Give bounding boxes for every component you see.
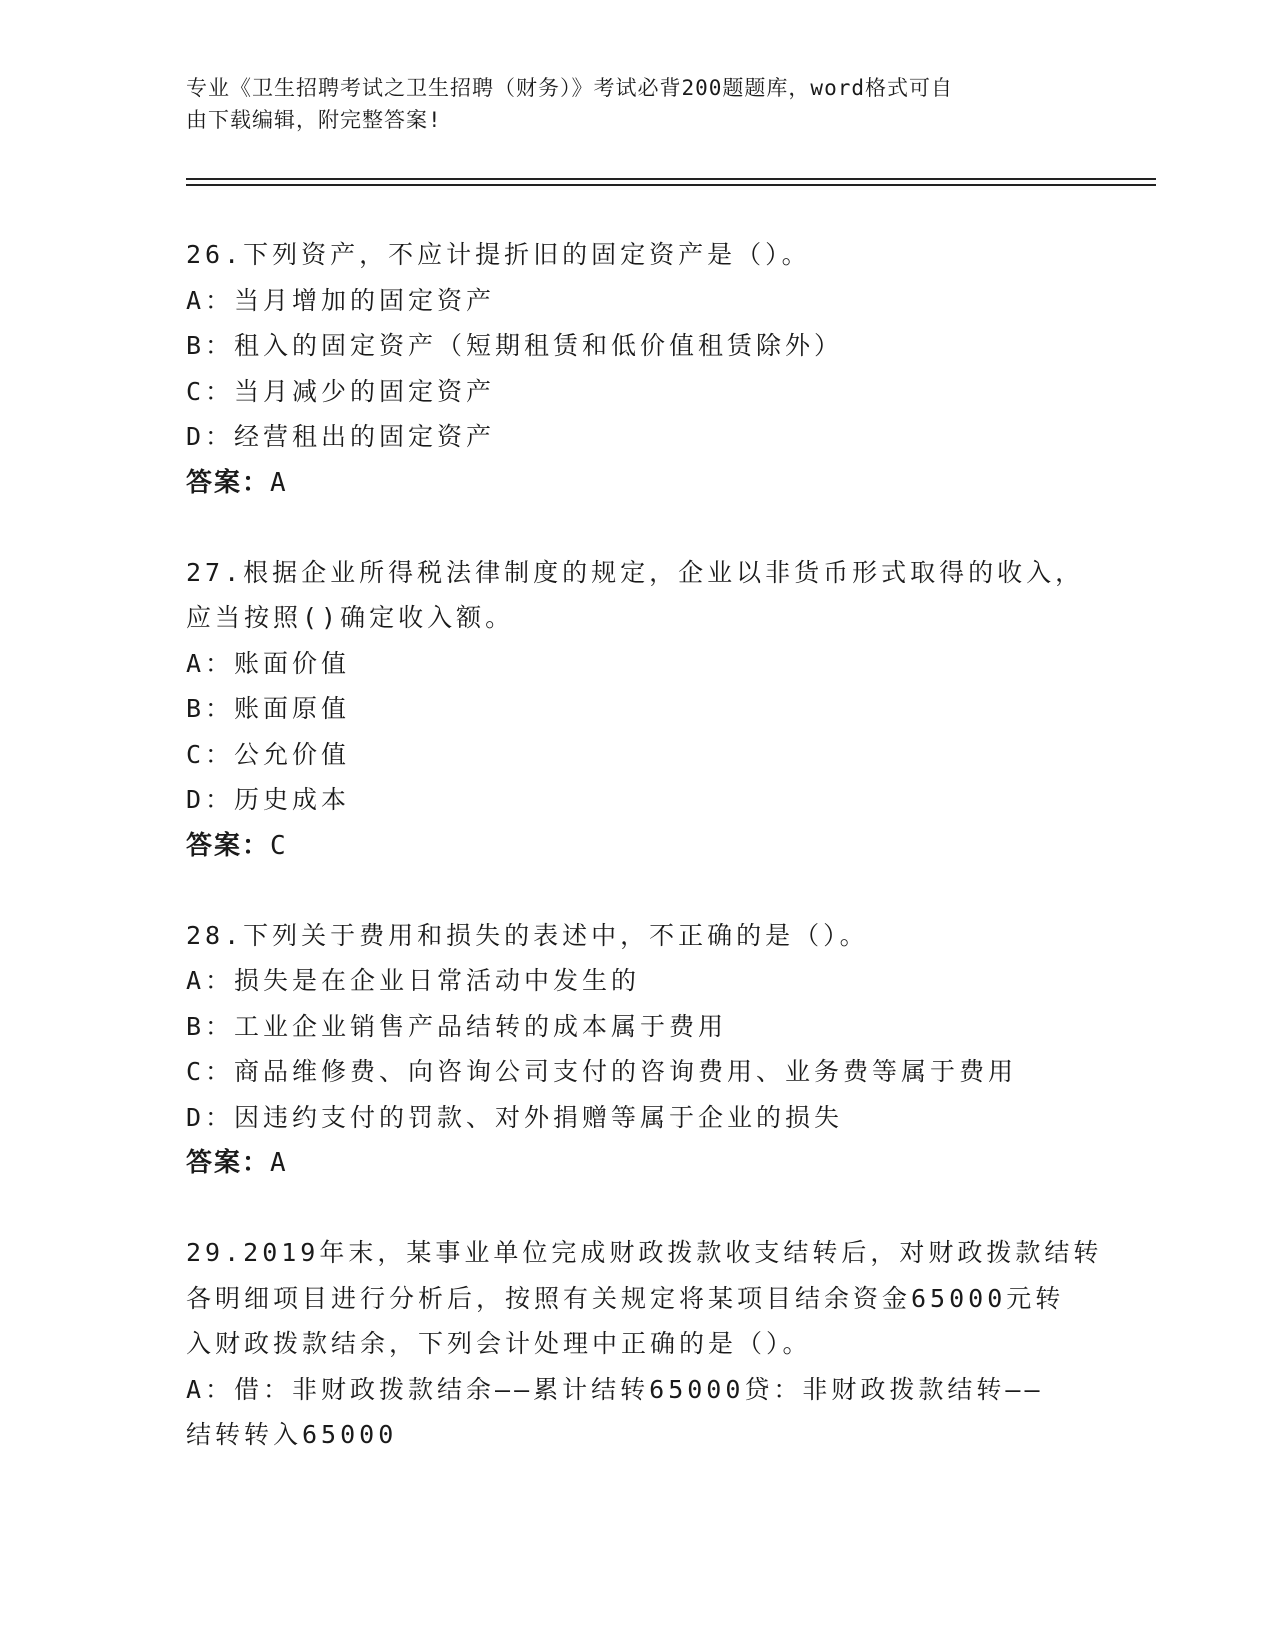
stem-line: 各明细项目进行分析后，按照有关规定将某项目结余资金65000元转 bbox=[186, 1283, 1065, 1313]
stem-line: 26.下列资产，不应计提折旧的固定资产是（）。 bbox=[186, 240, 811, 269]
header-line-2: 由下载编辑，附完整答案! bbox=[186, 108, 442, 132]
answer-value: A bbox=[270, 467, 288, 498]
question-26 bbox=[186, 232, 1086, 506]
question-stem bbox=[186, 550, 1086, 641]
answer bbox=[186, 1140, 1086, 1186]
option-b: B：租入的固定资产（短期租赁和低价值租赁除外） bbox=[186, 331, 844, 360]
answer bbox=[186, 460, 1086, 506]
answer-value: C bbox=[270, 830, 288, 861]
option-c: C：公允价值 bbox=[186, 739, 351, 769]
stem-line: 29.2019年末，某事业单位完成财政拨款收支结转后，对财政拨款结转 bbox=[186, 1238, 1103, 1267]
document-header bbox=[186, 72, 1066, 136]
option-d: D：历史成本 bbox=[186, 785, 351, 814]
answer-label: 答案： bbox=[186, 1148, 271, 1178]
answer-label: 答案： bbox=[186, 467, 271, 498]
answer-value: A bbox=[270, 1148, 288, 1178]
header-divider-top bbox=[186, 178, 1156, 180]
answer bbox=[186, 823, 1086, 869]
stem-line: 应当按照()确定收入额。 bbox=[186, 603, 515, 632]
option-c: C：当月减少的固定资产 bbox=[186, 376, 496, 406]
question-stem bbox=[186, 1230, 1103, 1367]
option-c: C：商品维修费、向咨询公司支付的咨询费用、业务费等属于费用 bbox=[186, 1057, 1018, 1086]
stem-line: 27.根据企业所得税法律制度的规定，企业以非货币形式取得的收入， bbox=[186, 557, 1085, 587]
option-a-continued: 结转转入65000 bbox=[186, 1420, 398, 1449]
question-28 bbox=[186, 913, 1086, 1187]
option-b: B：工业企业销售产品结转的成本属于费用 bbox=[186, 1011, 728, 1041]
stem-line: 28.下列关于费用和损失的表述中，不正确的是（）。 bbox=[186, 920, 869, 950]
header-divider-bottom bbox=[186, 184, 1156, 186]
question-stem bbox=[186, 913, 1086, 959]
question-stem bbox=[186, 232, 1086, 278]
question-29 bbox=[186, 1230, 1103, 1458]
option-b: B：账面原值 bbox=[186, 694, 351, 723]
stem-line: 入财政拨款结余，下列会计处理中正确的是（）。 bbox=[186, 1329, 812, 1358]
header-line-1: 专业《卫生招聘考试之卫生招聘（财务）》考试必背200题题库，word格式可自 bbox=[186, 76, 953, 100]
option-d: D：因违约支付的罚款、对外捐赠等属于企业的损失 bbox=[186, 1102, 844, 1132]
question-list bbox=[186, 232, 1103, 1502]
option-a: A：借：非财政拨款结余——累计结转65000贷：非财政拨款结转—— bbox=[186, 1374, 1044, 1404]
answer-label: 答案： bbox=[186, 830, 271, 861]
option-a: A：损失是在企业日常活动中发生的 bbox=[186, 966, 641, 995]
option-a: A：账面价值 bbox=[186, 648, 351, 678]
question-27 bbox=[186, 550, 1086, 869]
option-a: A：当月增加的固定资产 bbox=[186, 285, 496, 315]
option-d: D：经营租出的固定资产 bbox=[186, 422, 496, 451]
